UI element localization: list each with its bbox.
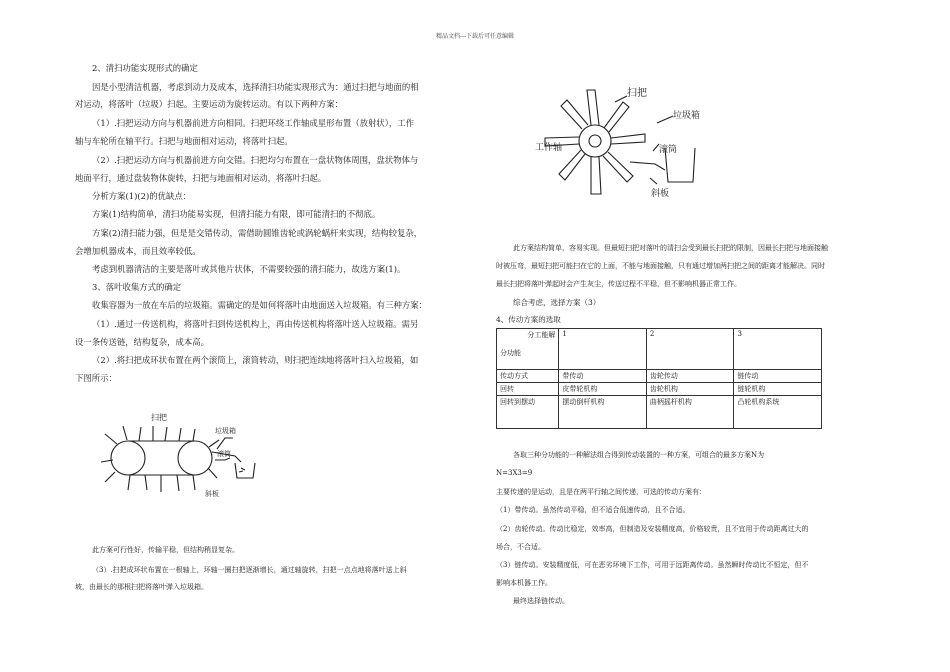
paragraph-line: 此方案结构简单，容易实现。但最短扫把对落叶的清扫会受到最长扫把的限制，因最长扫把与地面接触 xyxy=(513,244,828,252)
paragraph-line: 最终选择链传动。 xyxy=(513,597,569,605)
paragraph-line: 各取三种分功能的一种解法组合得到传动装置的一种方案，可组合的最多方案N为 xyxy=(513,451,765,459)
brush-label: 扫把 xyxy=(151,413,167,422)
paragraph-line: （3）链传动。安装精度低，可在恶劣环境下工作，可用于远距离传动。虽然瞬时传动比不恒定，但不 xyxy=(496,561,809,569)
paragraph-line: （1）.扫把运动方向与机器前进方向相同。扫把环绕工作轴成星形布置（放射状），工作 xyxy=(92,118,415,128)
brush-label: 扫把 xyxy=(627,88,647,99)
table-row xyxy=(497,383,822,396)
table-cell: 摆动倒杆机构 xyxy=(559,396,647,429)
table-cell: 曲柄摇杆机构 xyxy=(646,396,734,429)
page-header: 精品文档---下载后可任意编辑 xyxy=(435,33,515,40)
paragraph-line: （2）齿轮传动。传动比稳定，效率高，但制造及安装精度高，价格较贵，且不宜用于传动距离过大的 xyxy=(496,525,809,533)
paragraph-line: 综合考虑，选择方案（3） xyxy=(513,298,601,307)
table-cell: 回转到摆动 xyxy=(497,396,559,429)
heading-transmission: 4、传动方案的选取 xyxy=(496,315,561,324)
formula-line: N=3X3=9 xyxy=(496,469,533,477)
table-cell: 链传动 xyxy=(734,370,822,383)
table-cell: 传动方式 xyxy=(497,370,559,383)
heading-leaf-collection: 3、落叶收集方式的确定 xyxy=(92,282,182,292)
table-row xyxy=(497,396,822,429)
table-cell: 皮带轮机构 xyxy=(559,383,647,396)
paragraph-line: 场合，不合适。 xyxy=(496,543,545,551)
bin-label: 垃圾箱 xyxy=(673,111,701,121)
paragraph-line: 最长扫把将落叶弹起时会产生灰尘，传送过程不平稳，但不影响机器正常工作。 xyxy=(496,280,741,288)
column-header: 2 xyxy=(646,329,734,370)
table-corner-cell xyxy=(497,329,559,370)
roller-belt-diagram xyxy=(95,400,295,505)
paragraph-line: （1）带传动。虽然传动平稳，但不适合低速传动，且不合适。 xyxy=(496,506,690,514)
paragraph-line: 方案(1)结构简单，清扫功能易实现，但清扫能力有限，即可能清扫的不彻底。 xyxy=(92,209,381,219)
paragraph-line: 会增加机器成本，而且效率较低。 xyxy=(75,246,201,256)
paragraph-line: 因是小型清洁机器，考虑到动力及成本，选择清扫功能实现形式为：通过扫把与地面的相 xyxy=(92,82,419,92)
paragraph-line: （1）.通过一传送机构，将落叶扫到传送机构上，再由传送机构将落叶送入垃圾箱。需另 xyxy=(92,319,419,329)
roller-label: 滚筒 xyxy=(659,145,678,155)
column-header: 1 xyxy=(559,329,647,370)
morphology-table xyxy=(496,328,822,429)
table-header-row xyxy=(497,329,822,370)
paragraph-line: 设一条传送链，结构复杂，成本高。 xyxy=(75,337,209,347)
corner-top-label: 分工能解 xyxy=(527,331,556,339)
table-row xyxy=(497,370,822,383)
paragraph-line: 下图所示： xyxy=(75,373,117,383)
column-header: 3 xyxy=(734,329,822,370)
table-cell: 链轮机构 xyxy=(734,383,822,396)
paragraph-line: 方案(2)清扫能力强，但是是交错传动，需借助圆锥齿轮或涡轮蜗杆来实现，结构较复杂， xyxy=(92,228,423,238)
paragraph-line: （2）.扫把运动方向与机器前进方向交错。扫把均匀布置在一盘状物体周围，盘状物体与 xyxy=(92,155,419,165)
bin-label: 垃圾箱 xyxy=(215,427,236,435)
paragraph-line: 考虑到机器清洁的主要是落叶或其他片状体，不需要较强的清扫能力，故选方案(1)。 xyxy=(92,264,406,274)
corner-bottom-label: 分功能 xyxy=(500,349,521,357)
slope-label: 斜板 xyxy=(651,189,670,199)
slope-label: 斜板 xyxy=(205,490,219,498)
paragraph-line: 影响本机器工作。 xyxy=(496,579,552,587)
paragraph-line: 对运动，将落叶（垃圾）扫起。主要运动为旋转运动。有以下两种方案： xyxy=(75,99,343,109)
paragraph-line: 主要传递的是运动，且是在两平行轴之间传递，可选的传动方案有： xyxy=(496,488,706,496)
paragraph-line: 轴与车轮所在轴平行。扫把与地面相对运动，将落叶扫起。 xyxy=(75,136,293,146)
paragraph-line: 分析方案(1)(2)的优缺点： xyxy=(92,191,192,201)
paragraph-line: 坡，由最长的那根扫把将落叶弹入垃圾箱。 xyxy=(75,583,208,591)
paragraph-line: （2）.将扫把成环状布置在两个滚筒上，滚筒转动，则扫把连续地将落叶扫入垃圾箱，如 xyxy=(92,355,419,365)
heading-sweep-form: 2、清扫功能实现形式的确定 xyxy=(92,63,198,73)
table-cell: 带传动 xyxy=(559,370,647,383)
table-cell: 齿轮传动 xyxy=(646,370,734,383)
table-cell: 回转 xyxy=(497,383,559,396)
paragraph-line: 时被压弯，最短扫把可能扫在它的上面，不能与地面接触，只有通过增加两扫把之间的距离才能解决。同时 xyxy=(496,262,825,270)
roller-label: 滚筒 xyxy=(217,450,231,458)
table-cell: 凸轮机构系统 xyxy=(734,396,822,429)
paragraph-line: 收集容器为一放在车后的垃圾箱。需确定的是如何将落叶由地面送入垃圾箱。有三种方案： xyxy=(92,300,427,310)
radial-brush-diagram xyxy=(535,78,725,203)
paragraph-line: 地面平行，通过盘装物体旋转，扫把与地面相对运动，将落叶扫起。 xyxy=(75,173,327,183)
paragraph-line: （3）.扫把成环状布置在一根轴上，环轴一圈扫把逐渐增长，通过轴旋转，扫把一点点地将落叶送上斜 xyxy=(92,566,407,574)
work-shaft-label: 工作轴 xyxy=(535,143,563,153)
paragraph-line: 此方案可行性好，传输平稳，但结构稍显复杂。 xyxy=(92,546,239,554)
table-cell: 齿轮机构 xyxy=(646,383,734,396)
